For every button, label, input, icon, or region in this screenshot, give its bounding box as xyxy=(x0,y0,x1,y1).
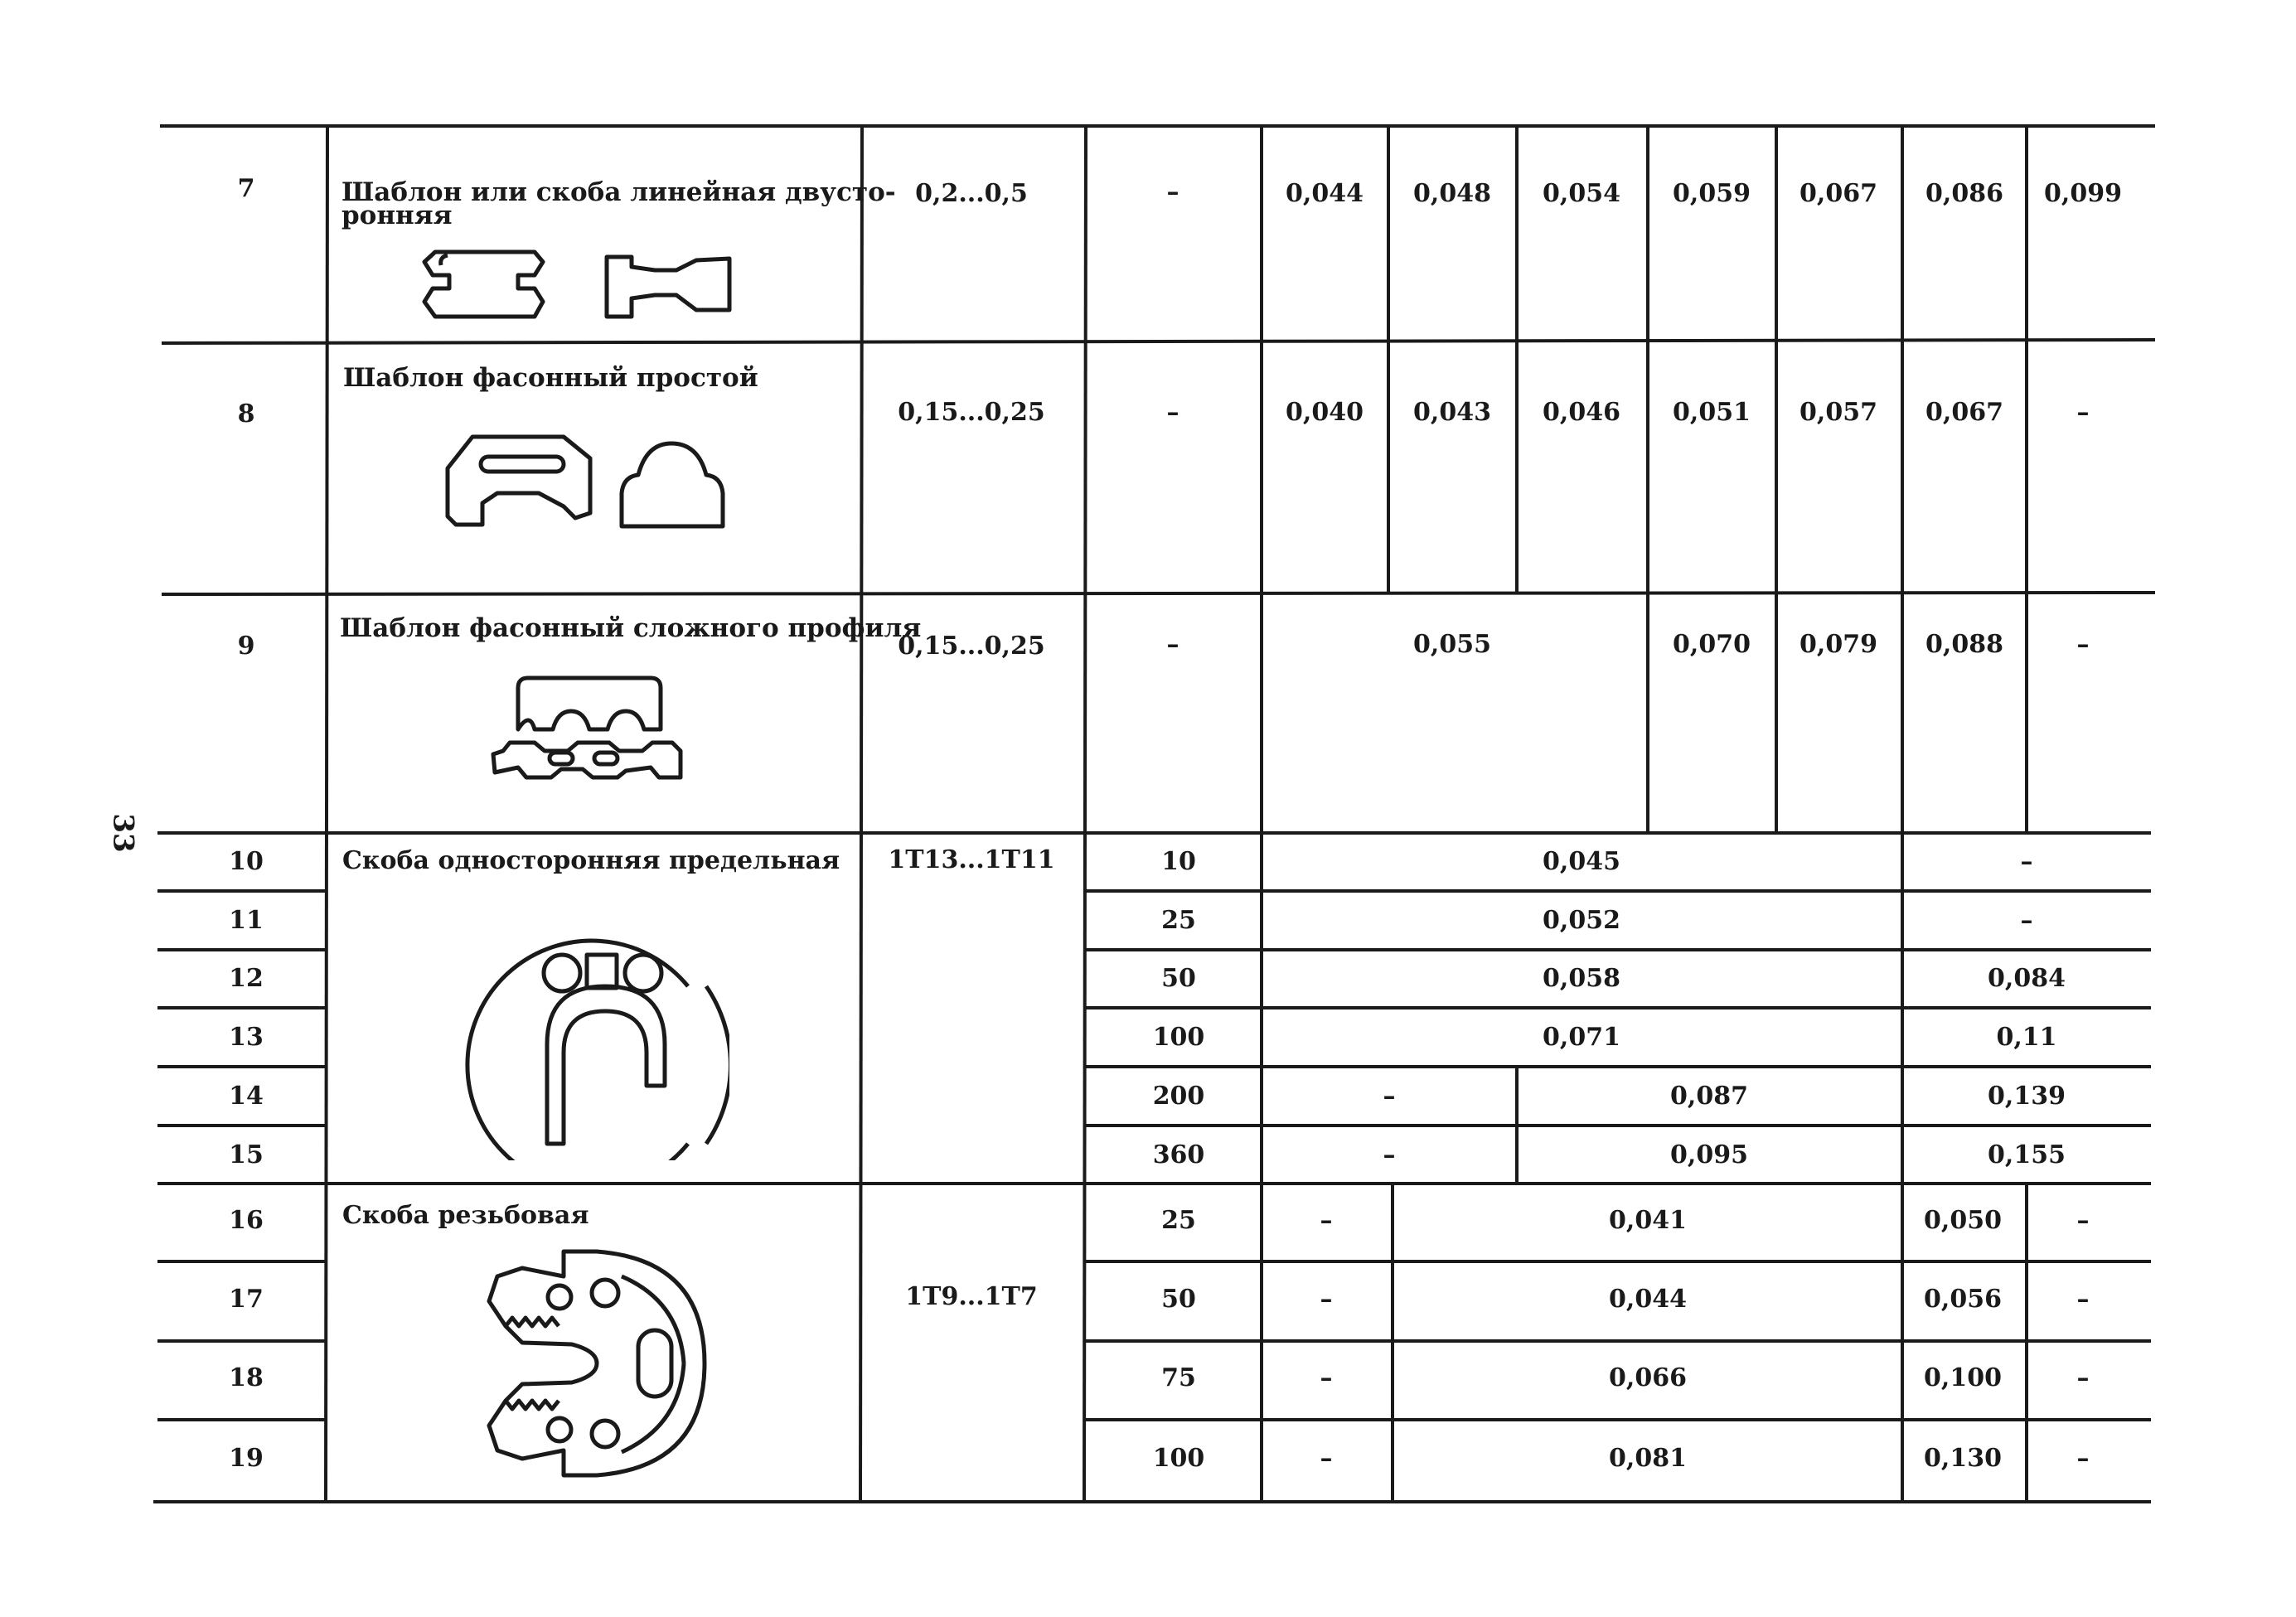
value-cell: 0,130 xyxy=(1924,1444,2002,1473)
value-cell: – xyxy=(1383,1140,1396,1169)
value-cell: – xyxy=(2020,847,2033,876)
value-cell: – xyxy=(2076,1444,2090,1473)
value-cell: 0,054 xyxy=(1543,179,1620,208)
value-cell: – xyxy=(2076,1285,2090,1314)
row-number: 7 xyxy=(237,174,255,203)
value-cell: 0,086 xyxy=(1925,179,2003,208)
value-cell: – xyxy=(2076,1363,2090,1392)
value-cell: 0,050 xyxy=(1924,1206,2002,1235)
size-cell: – xyxy=(1166,398,1179,427)
row-number: 15 xyxy=(229,1140,264,1169)
row-number: 12 xyxy=(229,964,264,993)
row-number: 18 xyxy=(229,1363,264,1392)
size-cell: 25 xyxy=(1161,906,1196,935)
size-cell: 75 xyxy=(1161,1363,1196,1392)
value-cell: 0,071 xyxy=(1543,1023,1620,1052)
limit-snap-gauge-drawing-icon xyxy=(448,895,729,1160)
value-cell: 0,079 xyxy=(1800,630,1877,659)
value-cell: 0,088 xyxy=(1925,630,2003,659)
size-cell: 100 xyxy=(1152,1444,1205,1473)
size-cell: 10 xyxy=(1161,847,1196,876)
row-number: 16 xyxy=(229,1206,264,1235)
row-number: 8 xyxy=(237,399,255,428)
complex-profile-drawing-icon xyxy=(485,671,692,796)
tool-name: Шаблон фасонный простой xyxy=(343,363,758,393)
value-cell: 0,041 xyxy=(1609,1206,1687,1235)
size-cell: – xyxy=(1166,177,1179,206)
value-cell: – xyxy=(1383,1082,1396,1111)
value-cell: 0,051 xyxy=(1673,398,1751,427)
value-cell: – xyxy=(1320,1363,1333,1392)
shaped-template-drawing-icon xyxy=(439,427,729,543)
value-cell: 0,058 xyxy=(1543,964,1620,993)
value-cell: 0,087 xyxy=(1670,1082,1748,1111)
value-cell: 0,067 xyxy=(1800,179,1877,208)
value-cell: 0,048 xyxy=(1413,179,1491,208)
size-cell: 100 xyxy=(1152,1023,1205,1052)
page-number: 33 xyxy=(106,813,140,853)
tolerance-range: 1Т9...1Т7 xyxy=(905,1282,1038,1311)
size-cell: – xyxy=(1166,630,1179,659)
value-cell: 0,044 xyxy=(1609,1285,1687,1314)
value-cell: – xyxy=(1320,1444,1333,1473)
size-cell: 200 xyxy=(1152,1082,1205,1111)
tolerance-range: 0,15...0,25 xyxy=(898,398,1045,427)
value-cell: 0,066 xyxy=(1609,1363,1687,1392)
value-cell: 0,045 xyxy=(1543,847,1620,876)
value-cell: – xyxy=(2076,1206,2090,1235)
tolerance-range: 0,15...0,25 xyxy=(898,632,1045,661)
value-cell: 0,057 xyxy=(1800,398,1877,427)
tool-name: Шаблон или скоба линейная двусто-ронняя xyxy=(341,177,896,230)
value-cell: 0,059 xyxy=(1673,179,1751,208)
value-cell: – xyxy=(1320,1206,1333,1235)
tolerance-range: 1Т13...1Т11 xyxy=(888,845,1055,874)
gauge-drawing-icon xyxy=(414,240,746,332)
value-cell: 0,052 xyxy=(1543,906,1620,935)
tool-name: Шаблон фасонный сложного профиля xyxy=(340,613,922,643)
value-cell: 0,040 xyxy=(1286,398,1364,427)
value-cell: – xyxy=(2076,398,2090,427)
value-cell: 0,055 xyxy=(1413,630,1491,659)
row-number: 10 xyxy=(229,847,264,876)
row-number: 19 xyxy=(229,1444,264,1473)
row-number: 9 xyxy=(237,632,255,661)
size-cell: 50 xyxy=(1161,1285,1196,1314)
value-cell: 0,155 xyxy=(1988,1140,2066,1169)
thread-gauge-drawing-icon xyxy=(472,1235,713,1492)
value-cell: 0,070 xyxy=(1673,630,1751,659)
row-number: 13 xyxy=(229,1023,264,1052)
value-cell: 0,056 xyxy=(1924,1285,2002,1314)
size-cell: 25 xyxy=(1161,1206,1196,1235)
value-cell: 0,100 xyxy=(1924,1363,2002,1392)
row-number: 14 xyxy=(229,1082,264,1111)
value-cell: – xyxy=(2076,630,2090,659)
tolerance-range: 0,2...0,5 xyxy=(915,179,1028,208)
value-cell: 0,11 xyxy=(1996,1023,2057,1052)
value-cell: 0,044 xyxy=(1286,179,1364,208)
value-cell: – xyxy=(1320,1285,1333,1314)
value-cell: 0,099 xyxy=(2044,179,2122,208)
tool-name: Скоба односторонняя предельная xyxy=(342,846,840,875)
size-cell: 360 xyxy=(1152,1140,1205,1169)
value-cell: 0,081 xyxy=(1609,1444,1687,1473)
row-number: 17 xyxy=(229,1285,264,1314)
size-cell: 50 xyxy=(1161,964,1196,993)
value-cell: 0,043 xyxy=(1413,398,1491,427)
value-cell: 0,095 xyxy=(1670,1140,1748,1169)
value-cell: 0,067 xyxy=(1925,398,2003,427)
tool-name: Скоба резьбовая xyxy=(342,1201,589,1230)
row-number: 11 xyxy=(229,906,264,935)
value-cell: 0,046 xyxy=(1543,398,1620,427)
value-cell: 0,139 xyxy=(1988,1082,2066,1111)
value-cell: – xyxy=(2020,906,2033,935)
value-cell: 0,084 xyxy=(1988,964,2066,993)
